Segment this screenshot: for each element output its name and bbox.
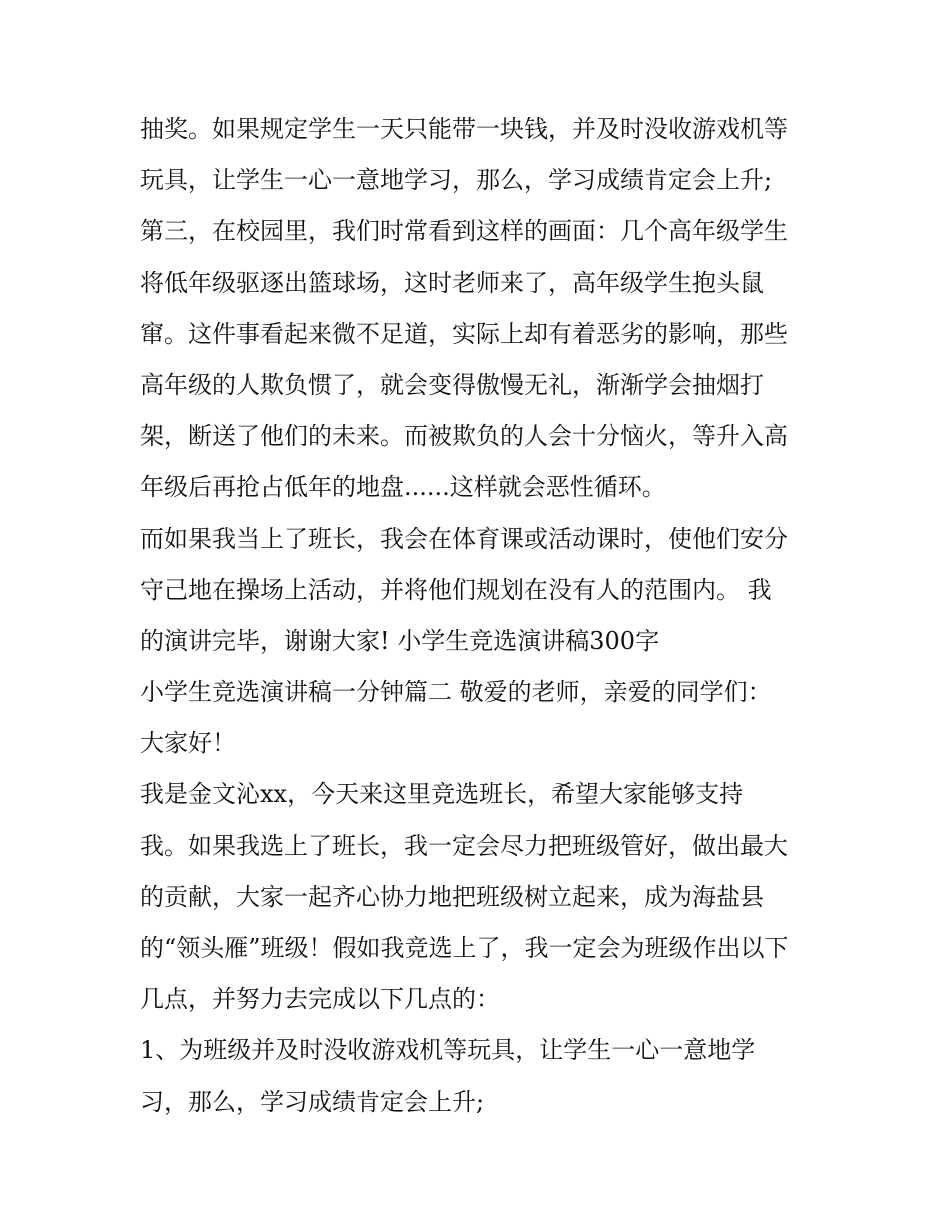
text-line: 大家好！	[140, 729, 236, 758]
text-line: 我是金文沁xx，今天来这里竞选班长，希望大家能够支持	[140, 780, 744, 809]
text-line: 抽奖。如果规定学生一天只能带一块钱，并及时没收游戏机等	[140, 115, 788, 143]
text-line: 几点，并努力去完成以下几点的：	[140, 985, 500, 1014]
text-line: 的演讲完毕，谢谢大家! 小学生竞选演讲稿300字	[140, 626, 660, 655]
text-line: 玩具，让学生一心一意地学习，那么，学习成绩肯定会上升;	[140, 166, 773, 195]
text-line: 的“领头雁”班级！假如我竞选上了，我一定会为班级作出以下	[140, 934, 789, 962]
document-body	[140, 104, 830, 1128]
text-line: 习，那么，学习成绩肯定会上升;	[140, 1087, 485, 1116]
text-line: 年级后再抢占低年的地盘......这样就会恶性循环。	[140, 473, 666, 502]
text-line: 我。如果我选上了班长，我一定会尽力把班级管好，做出最大	[140, 831, 788, 860]
text-line: 高年级的人欺负惯了，就会变得傲慢无礼，渐渐学会抽烟打	[140, 370, 764, 399]
text-line: 第三，在校园里，我们时常看到这样的画面：几个高年级学生	[140, 217, 788, 246]
text-line: 架，断送了他们的未来。而被欺负的人会十分恼火，等升入高	[140, 422, 788, 451]
text-line: 的贡献，大家一起齐心协力地把班级树立起来，成为海盐县	[140, 882, 764, 911]
text-line: 窜。这件事看起来微不足道，实际上却有着恶劣的影响，那些	[140, 319, 788, 348]
text-line: 小学生竞选演讲稿一分钟篇二 敬爱的老师，亲爱的同学们：	[140, 678, 772, 707]
text-line: 守己地在操场上活动，并将他们规划在没有人的范围内。 我	[140, 575, 772, 604]
text-line: 将低年级驱逐出篮球场，这时老师来了，高年级学生抱头鼠	[140, 268, 764, 297]
text-line: 而如果我当上了班长，我会在体育课或活动课时，使他们安分	[140, 524, 788, 553]
text-line: 1、为班级并及时没收游戏机等玩具，让学生一心一意地学	[140, 1036, 756, 1065]
